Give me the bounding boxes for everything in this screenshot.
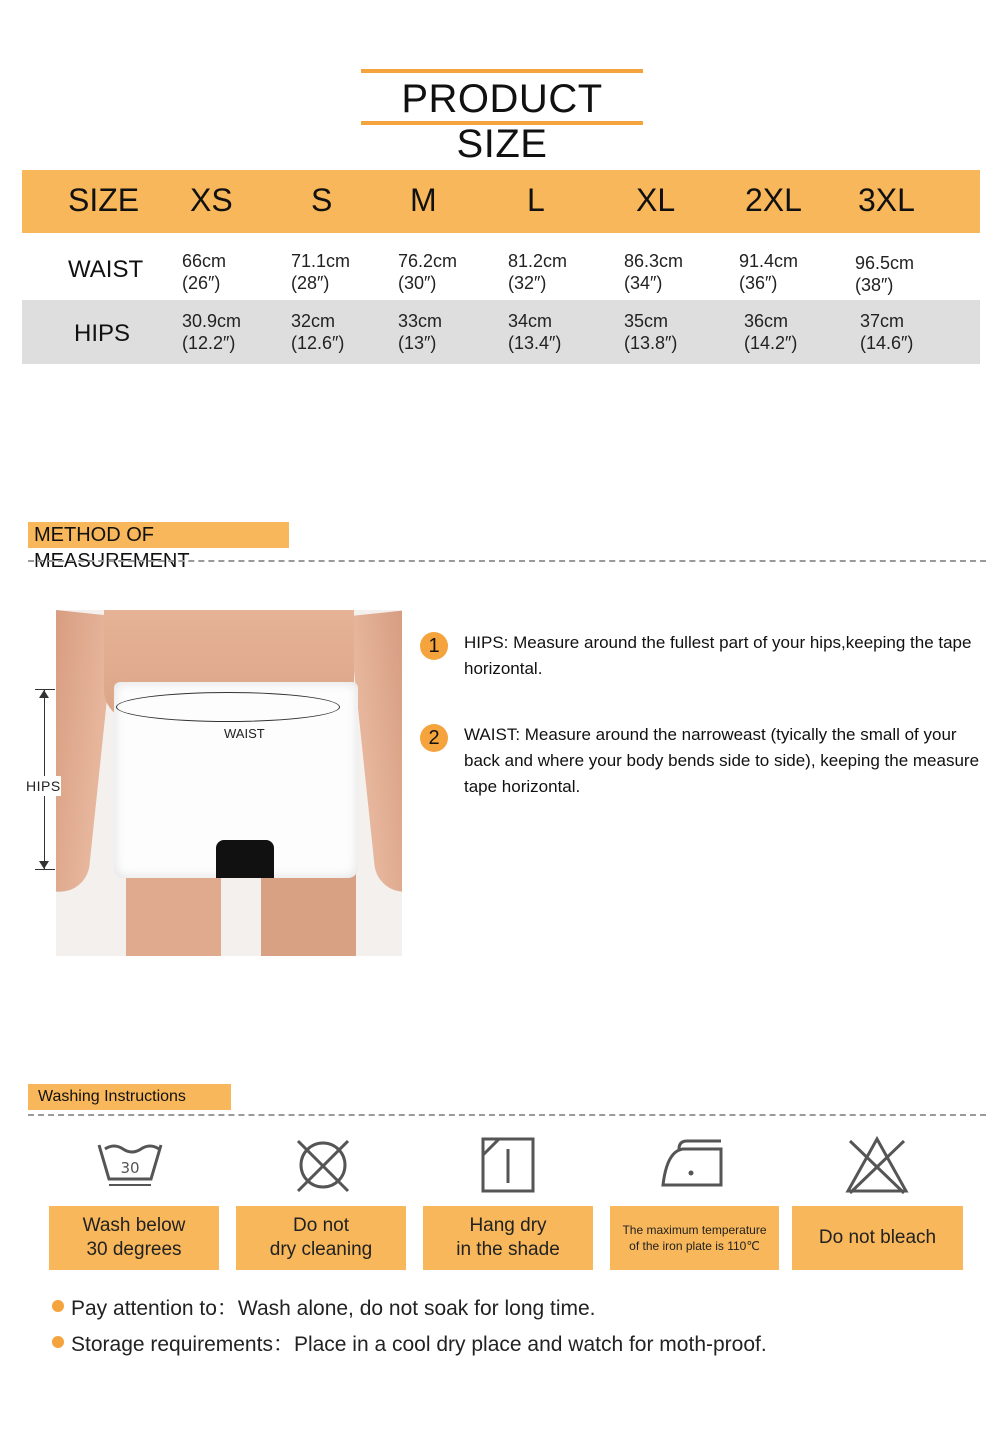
table-row-waist [22, 236, 980, 300]
title-banner [361, 69, 643, 166]
table-cell: 34cm (13.4″) [508, 311, 562, 353]
iron-icon [657, 1135, 727, 1197]
arrow-down-icon [39, 861, 49, 869]
waist-ellipse [116, 692, 340, 722]
wash-label-box [236, 1206, 406, 1270]
size-table-header [22, 170, 980, 233]
table-cell: 76.2cm (30″) [398, 251, 458, 293]
header-size: SIZE [68, 182, 140, 218]
measurement-heading: METHOD OF MEASUREMENT [28, 522, 289, 548]
header-3xl: 3XL [858, 182, 915, 218]
note-text: HIPS: Measure around the fullest part of your hips,keeping the tape horizontal. [464, 633, 972, 678]
svg-text:30: 30 [120, 1159, 140, 1177]
wash-label: Wash below 30 degrees [82, 1215, 186, 1260]
table-cell: 32cm (12.6″) [291, 311, 345, 353]
header-l: L [527, 182, 545, 218]
wash-label-box [49, 1206, 219, 1270]
wash-label: Hang dry in the shade [456, 1215, 560, 1260]
no-dry-clean-icon [288, 1135, 358, 1197]
note-hips [420, 630, 980, 690]
waist-label: WAIST [224, 726, 265, 741]
wash-30-icon [95, 1135, 165, 1197]
wash-label: Do not bleach [818, 1227, 937, 1248]
arrow-up-icon [39, 690, 49, 698]
header-xl: XL [636, 182, 676, 218]
wash-label-box [610, 1206, 779, 1270]
table-cell: 33cm (13″) [398, 311, 443, 353]
table-cell: 37cm (14.6″) [860, 311, 914, 353]
table-row-hips [22, 300, 980, 364]
measurement-figure [22, 610, 402, 960]
number-badge: 1 [420, 632, 448, 660]
divider [28, 560, 986, 562]
table-cell: 66cm (26″) [182, 251, 227, 293]
row-label: HIPS [74, 320, 131, 347]
page-title: PRODUCT SIZE [401, 77, 603, 166]
header-s: S [311, 182, 333, 218]
row-label: WAIST [68, 256, 144, 283]
divider [28, 1114, 986, 1116]
wash-label: Do not dry cleaning [269, 1215, 373, 1260]
number-badge: 2 [420, 724, 448, 752]
header-m: M [410, 182, 437, 218]
no-bleach-icon [842, 1135, 912, 1197]
table-cell: 86.3cm (34″) [624, 251, 684, 293]
bullet-dot-icon [52, 1336, 64, 1348]
header-2xl: 2XL [745, 182, 802, 218]
table-cell: 81.2cm (32″) [508, 251, 568, 293]
header-xs: XS [190, 182, 233, 218]
table-cell: 71.1cm (28″) [291, 251, 351, 293]
note-waist [420, 722, 980, 808]
model-photo [56, 610, 402, 956]
wash-label-box [792, 1206, 963, 1270]
hips-label: HIPS [26, 778, 61, 794]
table-cell: 96.5cm (38″) [855, 253, 915, 295]
wash-label: The maximum temperature of the iron plate is 110℃ [622, 1223, 767, 1253]
wash-label-box [423, 1206, 593, 1270]
note-text: WAIST: Measure around the narroweast (tyically the small of your back and where your body bends side to side), keeping the measure tape horizontal. [464, 725, 980, 796]
table-cell: 91.4cm (36″) [739, 251, 799, 293]
table-cell: 36cm (14.2″) [744, 311, 798, 353]
table-cell: 30.9cm (12.2″) [182, 311, 242, 353]
hang-dry-shade-icon [474, 1135, 544, 1197]
bullet-dot-icon [52, 1300, 64, 1312]
table-cell: 35cm (13.8″) [624, 311, 678, 353]
washing-heading: Washing Instructions [28, 1084, 231, 1110]
